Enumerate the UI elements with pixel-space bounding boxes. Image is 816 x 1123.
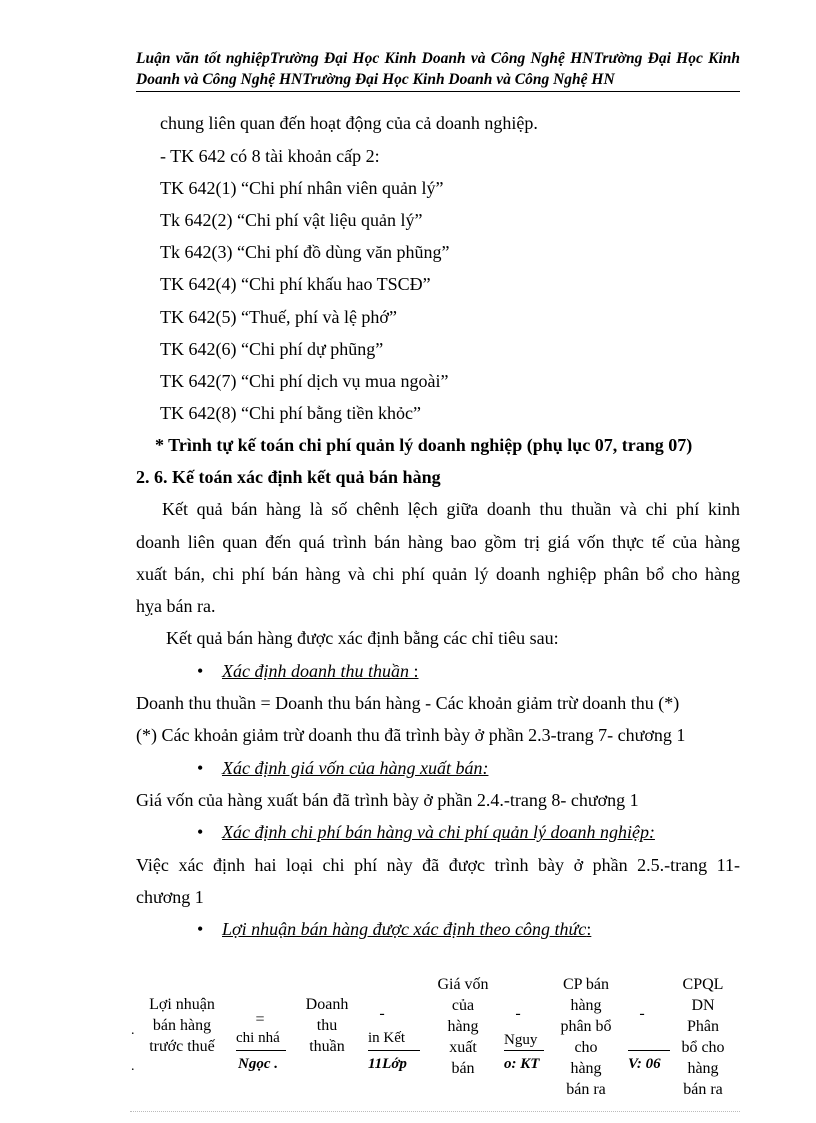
clipped-text: chi nhá — [236, 1030, 280, 1046]
equals-sign: = — [255, 1011, 265, 1028]
bullet-text: Xác định doanh thu thuần : — [222, 661, 419, 681]
paragraph-line: chương 1 — [136, 887, 204, 907]
account-item: TK 642(1) “Chi phí nhân viên quản lý” — [160, 178, 444, 198]
minus-sign: - — [379, 1005, 385, 1022]
bullet-text: Xác định giá vốn của hàng xuất bán: — [222, 758, 489, 778]
bullet-icon: • — [197, 822, 204, 842]
section-heading: 2. 6. Kế toán xác định kết quả bán hàng — [136, 467, 441, 487]
page-bottom-rule — [130, 1111, 740, 1112]
bullet-icon: • — [197, 919, 204, 939]
paragraph-line: Việc xác định hai loại chi phí này đã được trình bày ở phần 2.5.-trang 11- — [136, 855, 740, 875]
note-line: (*) Các khoản giảm trừ doanh thu đã trình bày ở phần 2.3-trang 7- chương 1 — [136, 725, 686, 745]
formula-col-profit: Lợi nhuận bán hàng trước thuế — [149, 996, 215, 1055]
account-item: TK 642(4) “Chi phí khấu hao TSCĐ” — [160, 274, 431, 294]
minus-sign: - — [639, 1005, 645, 1022]
cell-mark: . — [131, 1023, 135, 1038]
account-item: TK 642(5) “Thuế, phí và lệ phớ” — [160, 307, 397, 327]
clipped-text: Nguy — [504, 1032, 538, 1048]
rule — [628, 1050, 670, 1051]
formula-col-selling-cost: CP bán hàng phân bổ cho hàng bán ra — [560, 976, 612, 1098]
formula-col-cogs: Giá vốn của hàng xuất bán — [437, 976, 489, 1077]
bullet-icon: • — [197, 758, 204, 778]
rule — [236, 1050, 286, 1051]
bullet-icon: • — [197, 661, 204, 681]
paragraph-line: Kết quả bán hàng được xác định bằng các chỉ tiêu sau: — [166, 628, 559, 648]
clipped-text: in Kết — [368, 1030, 406, 1046]
rule — [368, 1050, 420, 1051]
bullet-text: Lợi nhuận bán hàng được xác định theo công thức: — [222, 919, 592, 939]
account-item: TK 642(8) “Chi phí bằng tiền khỏc” — [160, 403, 421, 423]
clipped-text: o: KT — [504, 1056, 540, 1072]
paragraph-line: Kết quả bán hàng là số chênh lệch giữa doanh thu thuần và chi phí kinh — [162, 499, 740, 519]
formula-col-revenue: Doanh thu thuần — [305, 996, 349, 1055]
bullet-text: Xác định chi phí bán hàng và chi phí quản lý doanh nghiệp: — [222, 822, 655, 842]
minus-sign: - — [515, 1005, 521, 1022]
subaccounts-intro: - TK 642 có 8 tài khoản cấp 2: — [160, 146, 380, 166]
rule — [504, 1050, 544, 1051]
cell-mark: . — [131, 1059, 135, 1074]
paragraph-line: xuất bán, chi phí bán hàng và chi phí quản lý doanh nghiệp phân bổ cho hàng — [136, 564, 740, 584]
account-item: Tk 642(3) “Chi phí đồ dùng văn phũng” — [160, 242, 450, 262]
account-item: Tk 642(2) “Chi phí vật liệu quản lý” — [160, 210, 423, 230]
clipped-text: Ngọc . — [238, 1056, 278, 1072]
formula-col-admin-cost: CPQL DN Phân bổ cho hàng bán ra — [681, 976, 725, 1098]
clipped-text: V: 06 — [628, 1056, 661, 1072]
note-line: Giá vốn của hàng xuất bán đã trình bày ở phần 2.4.-trang 8- chương 1 — [136, 790, 639, 810]
clipped-text: 11Lớp — [368, 1056, 407, 1072]
paragraph-line: hỵa bán ra. — [136, 596, 216, 616]
paragraph-line: doanh liên quan đến quá trình bán hàng bao gồm trị giá vốn thực tế của hàng — [136, 532, 740, 552]
account-item: TK 642(7) “Chi phí dịch vụ mua ngoài” — [160, 371, 449, 391]
header-rule — [136, 91, 740, 92]
running-header: Luận văn tốt nghiệpTrường Đại Học Kinh Doanh và Công Nghệ HNTrường Đại Học Kinh Doanh và Công Nghệ HNTrường Đại Học Kinh Doanh và Công Nghệ HN — [136, 50, 740, 88]
account-item: TK 642(6) “Chi phí dự phũng” — [160, 339, 384, 359]
sequence-note: * Trình tự kế toán chi phí quản lý doanh nghiệp (phụ lục 07, trang 07) — [155, 435, 693, 455]
formula-line: Doanh thu thuần = Doanh thu bán hàng - Các khoản giảm trừ doanh thu (*) — [136, 693, 680, 713]
continuation-line: chung liên quan đến hoạt động của cả doanh nghiệp. — [160, 113, 538, 133]
